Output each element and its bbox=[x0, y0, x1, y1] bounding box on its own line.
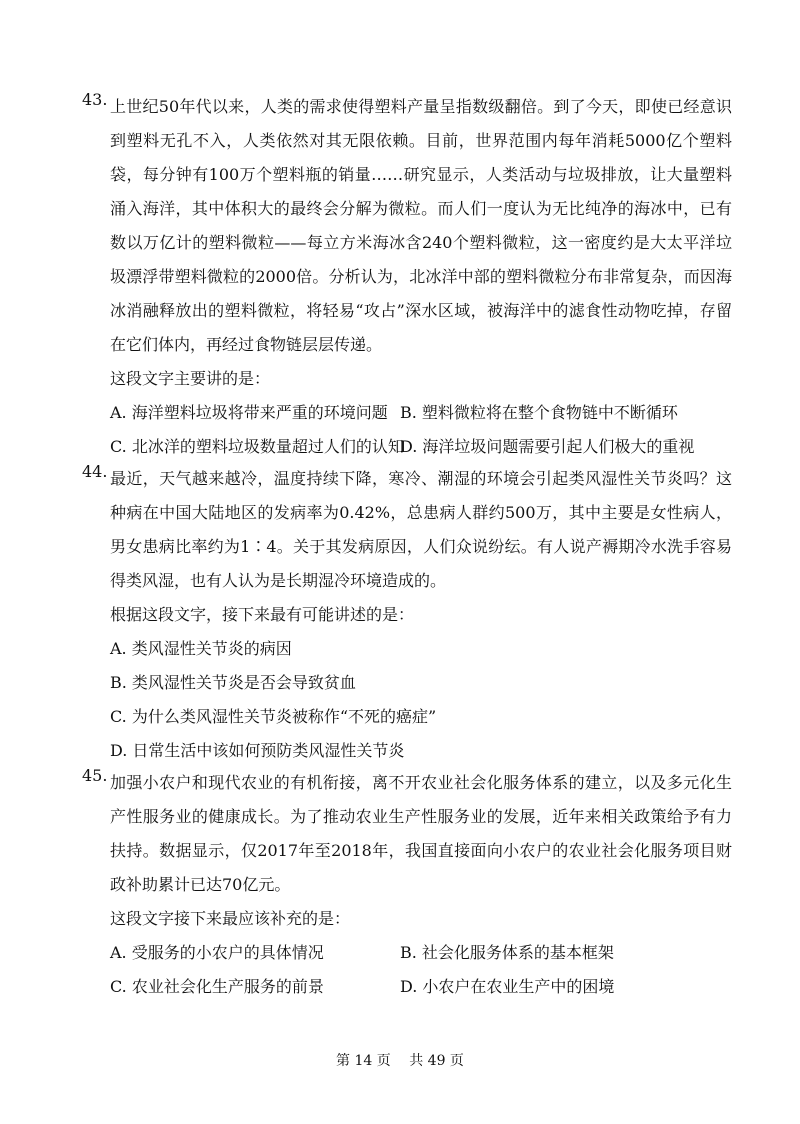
option-d: D. 日常生活中该如何预防类风湿性关节炎 bbox=[110, 741, 405, 760]
option-c: C. 农业社会化生产服务的前景 bbox=[110, 977, 324, 996]
question-prompt: 根据这段文字，接下来最有可能讲述的是： bbox=[110, 605, 415, 624]
options-row bbox=[110, 430, 732, 464]
options-row bbox=[110, 936, 732, 970]
option-c: C. 为什么类风湿性关节炎被称作“不死的癌症” bbox=[110, 707, 437, 726]
question-number: 45. bbox=[82, 766, 108, 785]
option-d: D. 小农户在农业生产中的困境 bbox=[400, 977, 615, 996]
question-prompt: 这段文字接下来最应该补充的是： bbox=[110, 909, 351, 928]
question-number: 44. bbox=[82, 462, 108, 481]
option-d: D. 海洋垃圾问题需要引起人们极大的重视 bbox=[400, 437, 695, 456]
option-b: B. 塑料微粒将在整个食物链中不断循环 bbox=[400, 403, 678, 422]
question-passage: 加强小农户和现代农业的有机衔接，离不开农业社会化服务体系的建立，以及多元化生产性服务业的健康成长。为了推动农业生产性服务业的发展，近年来相关政策给予有力扶持。数据显示，仅2017年至2018年，我国直接面向小农户的农业社会化服务项目财政补助累计已达70亿元。 bbox=[110, 773, 732, 894]
option-b: B. 类风湿性关节炎是否会导致贫血 bbox=[110, 673, 356, 692]
question-45 bbox=[82, 766, 732, 1004]
option-a: A. 海洋塑料垃圾将带来严重的环境问题 bbox=[110, 403, 388, 422]
question-43 bbox=[82, 90, 732, 464]
page-footer: 第 14 页 共 49 页 bbox=[336, 1053, 464, 1069]
option-a: A. 类风湿性关节炎的病因 bbox=[110, 639, 292, 658]
question-prompt: 这段文字主要讲的是： bbox=[110, 369, 271, 388]
option-b: B. 社会化服务体系的基本框架 bbox=[400, 943, 614, 962]
question-44 bbox=[82, 462, 732, 768]
option-a: A. 受服务的小农户的具体情况 bbox=[110, 943, 324, 962]
option-c: C. 北冰洋的塑料垃圾数量超过人们的认知 bbox=[110, 437, 404, 456]
question-number: 43. bbox=[82, 90, 108, 109]
question-passage: 上世纪50年代以来，人类的需求使得塑料产量呈指数级翻倍。到了今天，即使已经意识到塑料无孔不入，人类依然对其无限依赖。目前，世界范围内每年消耗5000亿个塑料袋，每分钟有100万个塑料瓶的销量……研究显示，人类活动与垃圾排放，让大量塑料涌入海洋，其中体积大的最终会分解为微粒。而人们一度认为无比纯净的海冰中，已有数以万亿计的塑料微粒——每立方米海冰含240个塑料微粒，这一密度约是大太平洋垃圾漂浮带塑料微粒的2000倍。分析认为，北冰洋中部的塑料微粒分布非常复杂，而因海冰消融释放出的塑料微粒，将轻易“攻占”深水区域，被海洋中的滤食性动物吃掉，存留在它们体内，再经过食物链层层传递。 bbox=[110, 97, 732, 354]
options-row bbox=[110, 396, 732, 430]
question-passage: 最近，天气越来越冷，温度持续下降，寒冷、潮湿的环境会引起类风湿性关节炎吗？这种病在中国大陆地区的发病率为0.42%，总患病人群约500万，其中主要是女性病人，男女患病比率约为1∶4。关于其发病原因，人们众说纷纭。有人说产褥期冷水洗手容易得类风湿，也有人认为是长期湿冷环境造成的。 bbox=[110, 469, 732, 590]
options-row bbox=[110, 970, 732, 1004]
